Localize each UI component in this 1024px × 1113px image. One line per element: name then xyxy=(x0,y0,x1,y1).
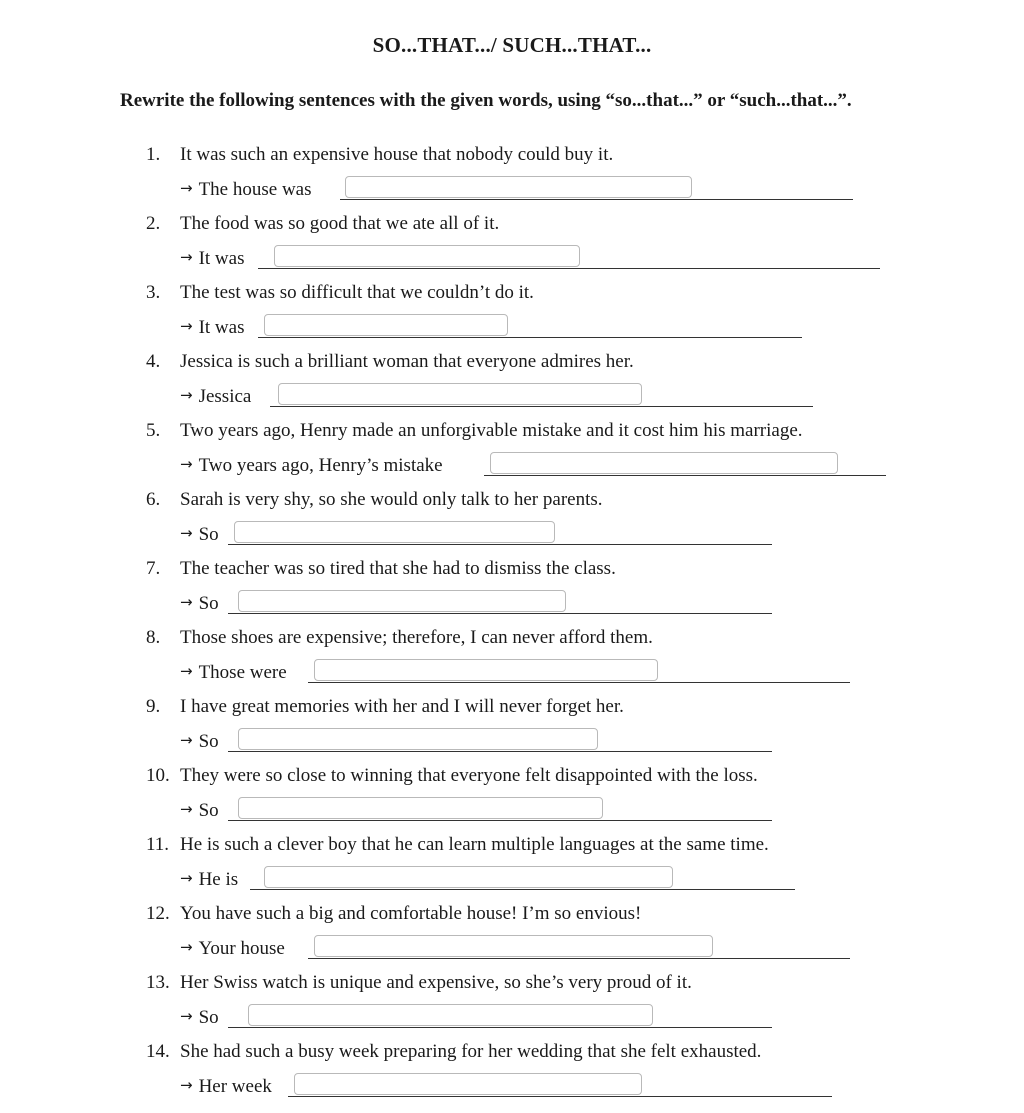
answer-underline xyxy=(228,1027,772,1028)
question-number: 4. xyxy=(146,351,161,372)
question-number: 1. xyxy=(146,144,161,165)
question-number: 8. xyxy=(146,627,161,648)
question xyxy=(146,694,624,720)
exercise-list xyxy=(0,142,1024,1108)
answer-underline xyxy=(288,1096,832,1097)
worksheet-title: SO...THAT.../ SUCH...THAT... xyxy=(372,33,652,57)
question-number: 2. xyxy=(146,213,161,234)
question xyxy=(146,901,641,927)
answer-prefix: So xyxy=(198,800,219,821)
answer-prefix: So xyxy=(198,593,219,614)
question-text: You have such a big and comfortable house! I’m so envious! xyxy=(180,903,642,924)
answer-prefix: Jessica xyxy=(198,386,252,407)
answer-input[interactable] xyxy=(264,314,508,336)
question xyxy=(146,832,769,858)
question-text: The teacher was so tired that she had to dismiss the class. xyxy=(180,558,616,579)
question xyxy=(146,418,803,444)
question xyxy=(146,1039,761,1065)
answer-row xyxy=(180,866,238,894)
answer-row xyxy=(180,1073,272,1101)
answer-input[interactable] xyxy=(314,659,658,681)
arrow-icon: → xyxy=(180,593,193,611)
question-number: 3. xyxy=(146,282,161,303)
answer-underline xyxy=(228,820,772,821)
exercise-item xyxy=(0,901,1024,970)
arrow-icon: → xyxy=(180,731,193,749)
arrow-icon: → xyxy=(180,1007,193,1025)
answer-underline xyxy=(250,889,795,890)
answer-row xyxy=(180,797,219,825)
arrow-icon: → xyxy=(180,455,193,473)
answer-input[interactable] xyxy=(274,245,580,267)
answer-prefix: He is xyxy=(198,869,239,890)
question xyxy=(146,625,653,651)
question-number: 7. xyxy=(146,558,161,579)
answer-prefix: Your house xyxy=(198,938,285,959)
question xyxy=(146,211,499,237)
answer-row xyxy=(180,935,285,963)
answer-row xyxy=(180,452,443,480)
answer-input[interactable] xyxy=(490,452,838,474)
answer-input[interactable] xyxy=(278,383,642,405)
answer-input[interactable] xyxy=(248,1004,653,1026)
exercise-item xyxy=(0,418,1024,487)
question xyxy=(146,487,603,513)
question-number: 10. xyxy=(146,765,170,786)
arrow-icon: → xyxy=(180,869,193,887)
answer-underline xyxy=(228,751,772,752)
answer-underline xyxy=(270,406,813,407)
arrow-icon: → xyxy=(180,662,193,680)
exercise-item xyxy=(0,694,1024,763)
question-number: 12. xyxy=(146,903,170,924)
exercise-item xyxy=(0,1039,1024,1108)
answer-input[interactable] xyxy=(238,797,603,819)
exercise-item xyxy=(0,832,1024,901)
exercise-item xyxy=(0,970,1024,1039)
arrow-icon: → xyxy=(180,248,193,266)
question-text: Those shoes are expensive; therefore, I can never afford them. xyxy=(180,627,653,648)
answer-row xyxy=(180,383,251,411)
question-number: 14. xyxy=(146,1041,170,1062)
answer-row xyxy=(180,245,244,273)
answer-underline xyxy=(308,958,850,959)
answer-prefix: Two years ago, Henry’s mistake xyxy=(198,455,443,476)
answer-input[interactable] xyxy=(238,590,566,612)
arrow-icon: → xyxy=(180,1076,193,1094)
question-number: 11. xyxy=(146,834,170,855)
answer-row xyxy=(180,659,287,687)
question-text: I have great memories with her and I will never forget her. xyxy=(180,696,624,717)
answer-input[interactable] xyxy=(345,176,692,198)
answer-prefix: So xyxy=(198,1007,219,1028)
exercise-item xyxy=(0,487,1024,556)
exercise-item xyxy=(0,556,1024,625)
answer-prefix: It was xyxy=(198,317,245,338)
question-text: Sarah is very shy, so she would only talk to her parents. xyxy=(180,489,603,510)
answer-prefix: So xyxy=(198,731,219,752)
question xyxy=(146,763,758,789)
answer-underline xyxy=(308,682,850,683)
question-number: 13. xyxy=(146,972,170,993)
instructions: Rewrite the following sentences with the given words, using “so...that...” or “such...that...”. xyxy=(120,90,852,111)
question-text: The test was so difficult that we couldn’t do it. xyxy=(180,282,534,303)
exercise-item xyxy=(0,625,1024,694)
answer-input[interactable] xyxy=(238,728,598,750)
answer-prefix: The house was xyxy=(198,179,312,200)
answer-input[interactable] xyxy=(294,1073,642,1095)
answer-prefix: Her week xyxy=(198,1076,272,1097)
answer-underline xyxy=(484,475,886,476)
question xyxy=(146,349,634,375)
exercise-item xyxy=(0,142,1024,211)
answer-row xyxy=(180,521,219,549)
answer-input[interactable] xyxy=(314,935,713,957)
exercise-item xyxy=(0,211,1024,280)
arrow-icon: → xyxy=(180,386,193,404)
answer-row xyxy=(180,176,312,204)
question-text: They were so close to winning that everyone felt disappointed with the loss. xyxy=(180,765,758,786)
arrow-icon: → xyxy=(180,317,193,335)
answer-prefix: Those were xyxy=(198,662,287,683)
answer-underline xyxy=(228,544,772,545)
answer-prefix: It was xyxy=(198,248,245,269)
answer-input[interactable] xyxy=(234,521,555,543)
arrow-icon: → xyxy=(180,938,193,956)
answer-underline xyxy=(228,613,772,614)
question-text: He is such a clever boy that he can learn multiple languages at the same time. xyxy=(180,834,769,855)
answer-underline xyxy=(258,337,802,338)
question-text: The food was so good that we ate all of it. xyxy=(180,213,500,234)
answer-underline xyxy=(340,199,853,200)
question-number: 9. xyxy=(146,696,161,717)
question xyxy=(146,142,613,168)
exercise-item xyxy=(0,763,1024,832)
question xyxy=(146,970,692,996)
answer-row xyxy=(180,728,219,756)
arrow-icon: → xyxy=(180,179,193,197)
arrow-icon: → xyxy=(180,524,193,542)
question-number: 6. xyxy=(146,489,161,510)
question-text: Her Swiss watch is unique and expensive, so she’s very proud of it. xyxy=(180,972,692,993)
exercise-item xyxy=(0,349,1024,418)
exercise-item xyxy=(0,280,1024,349)
question-number: 5. xyxy=(146,420,161,441)
answer-input[interactable] xyxy=(264,866,673,888)
question xyxy=(146,556,616,582)
answer-row xyxy=(180,314,244,342)
question-text: It was such an expensive house that nobody could buy it. xyxy=(180,144,614,165)
answer-prefix: So xyxy=(198,524,219,545)
question xyxy=(146,280,534,306)
question-text: Two years ago, Henry made an unforgivable mistake and it cost him his marriage. xyxy=(180,420,803,441)
arrow-icon: → xyxy=(180,800,193,818)
question-text: Jessica is such a brilliant woman that everyone admires her. xyxy=(180,351,634,372)
answer-underline xyxy=(258,268,880,269)
answer-row xyxy=(180,1004,219,1032)
answer-row xyxy=(180,590,219,618)
question-text: She had such a busy week preparing for her wedding that she felt exhausted. xyxy=(180,1041,762,1062)
